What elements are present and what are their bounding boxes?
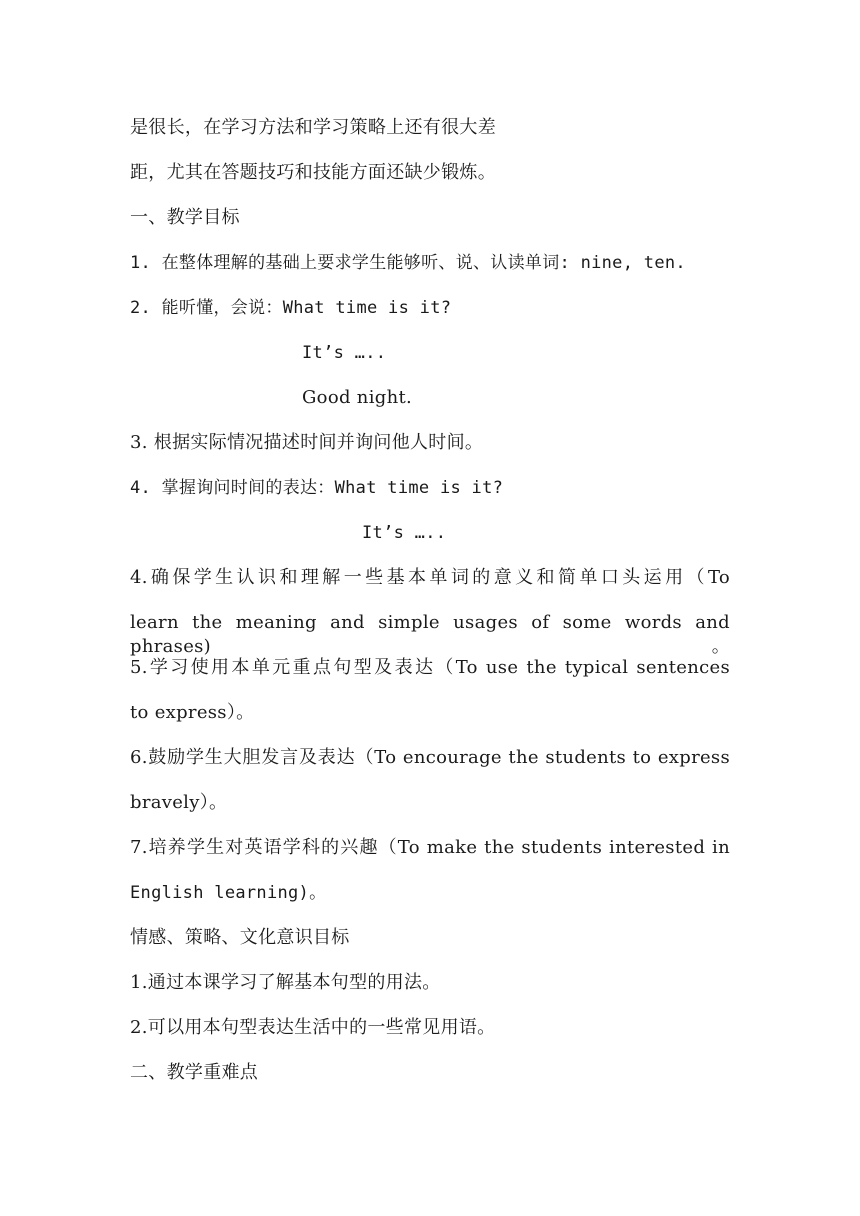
objective-item-4b-line-1: 4.确保学生认识和理解一些基本单词的意义和简单口头运用（To: [130, 567, 730, 588]
objective-item-6-line-2: bravely）。: [130, 792, 228, 813]
objective-item-4-answer: It’s …..: [362, 523, 447, 543]
section-heading-objectives: 一、教学目标: [130, 207, 240, 228]
objective-item-1: 1. 在整体理解的基础上要求学生能够听、说、认读单词: nine, ten.: [130, 253, 686, 273]
objective-item-2: 2. 能听懂，会说：What time is it?: [130, 298, 452, 318]
affective-goal-1: 1.通过本课学习了解基本句型的用法。: [130, 972, 441, 993]
section-heading-key-points: 二、教学重难点: [130, 1062, 259, 1083]
affective-goal-2: 2.可以用本句型表达生活中的一些常见用语。: [130, 1017, 496, 1038]
objective-item-3: 3. 根据实际情况描述时间并询问他人时间。: [130, 432, 484, 453]
objective-item-7-line-2: English learning)。: [130, 883, 327, 903]
paragraph-line-1: 是很长，在学习方法和学习策略上还有很大差: [130, 117, 496, 138]
paragraph-line-2: 距，尤其在答题技巧和技能方面还缺少锻炼。: [130, 162, 496, 183]
objective-item-5-line-2: to express）。: [130, 702, 255, 723]
objective-item-5-line-1: 5.学习使用本单元重点句型及表达（To use the typical sentences: [130, 657, 730, 678]
objective-item-2-answer: It’s …..: [302, 343, 387, 363]
objective-item-6-line-1: 6.鼓励学生大胆发言及表达（To encourage the students to express: [130, 747, 730, 768]
objective-item-2-good-night: Good night.: [302, 387, 413, 408]
objective-item-4b-line-2: learn the meaning and simple usages of some words and phrases)。: [130, 612, 730, 657]
subheading-affective-goals: 情感、策略、文化意识目标: [130, 927, 350, 948]
objective-item-7-line-1: 7.培养学生对英语学科的兴趣（To make the students interested in: [130, 837, 730, 858]
objective-item-4: 4. 掌握询问时间的表达：What time is it?: [130, 478, 504, 498]
